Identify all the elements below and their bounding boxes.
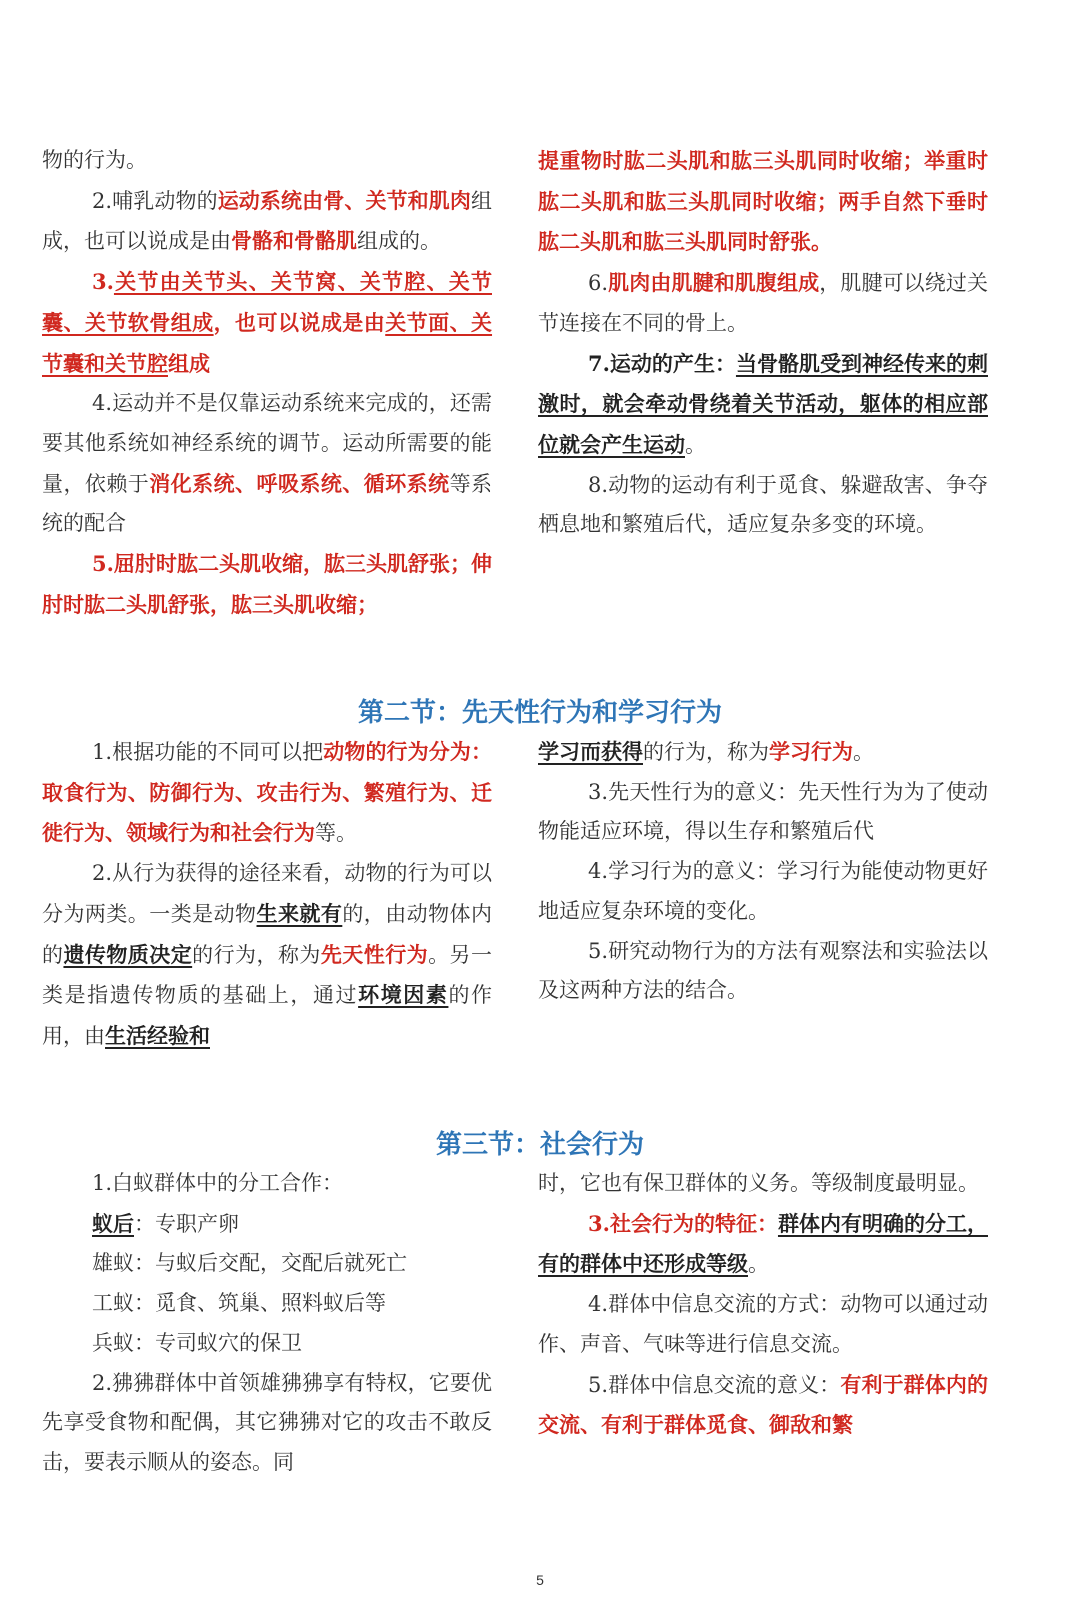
- highlight: 生来就有: [256, 900, 343, 926]
- highlight: 肌肉由肌腱和肌腹组成: [608, 270, 820, 296]
- section3-right-column: [538, 1164, 988, 1446]
- paragraph: 学习而获得的行为，称为学习行为。: [538, 739, 874, 764]
- paragraph: [538, 141, 988, 263]
- paragraph: 1.根据功能的不同可以把动物的行为分为：取食行为、防御行为、攻击行为、繁殖行为、迁徙行为、领域行为和社会行为等。: [42, 739, 492, 846]
- highlight: 有利于群体内的交流、有利于群体觅食、御敌和繁: [538, 1371, 988, 1438]
- highlight: 社会行为的特征：: [609, 1210, 778, 1236]
- page-number: 5: [536, 1572, 544, 1588]
- paragraph: 2.哺乳动物的运动系统由骨、关节和肌肉组成，也可以说成是由骨骼和骨骼肌组成的。: [42, 187, 492, 254]
- paragraph: 5.研究动物行为的方法有观察法和实验法以及这两种方法的结合。: [538, 938, 988, 1003]
- highlight: 关节由关节头、关节窝、关节腔、关节囊、关节软骨组成: [42, 269, 492, 335]
- paragraph: 4.运动并不是仅靠运动系统来完成的，还需要其他系统如神经系统的调节。运动所需要的能量，依赖于消化系统、呼吸系统、循环系统等系统的配合: [42, 391, 493, 536]
- paragraph: 8.动物的运动有利于觅食、躲避敌害、争夺栖息地和繁殖后代，适应复杂多变的环境。: [538, 472, 988, 537]
- section2-right-column: [538, 732, 988, 1011]
- list-item: 工蚁：觅食、筑巢、照料蚁后等: [92, 1291, 386, 1316]
- highlight: 遗传物质决定: [63, 941, 193, 967]
- paragraph: 3.先天性行为的意义：先天性行为为了使动物能适应环境，得以生存和繁殖后代: [538, 779, 988, 844]
- paragraph: 1.白蚁群体中的分工合作：: [92, 1171, 344, 1195]
- paragraph: 6.肌肉由肌腱和肌腹组成，肌腱可以绕过关节连接在不同的骨上。: [538, 270, 989, 335]
- paragraph: 时，它也有保卫群体的义务。等级制度最明显。: [538, 1171, 979, 1195]
- paragraph: 4.群体中信息交流的方式：动物可以通过动作、声音、气味等进行信息交流。: [538, 1292, 988, 1356]
- section1-left-column: [42, 141, 492, 625]
- highlight: 蚁后: [92, 1210, 134, 1236]
- paragraph: 物的行为。: [42, 148, 147, 172]
- section1-right-column: [538, 141, 988, 545]
- paragraph: 2.狒狒群体中首领雄狒狒享有特权，它要优先享受食物和配偶，其它狒狒对它的攻击不敢反击，要表示顺从的姿态。同: [42, 1370, 492, 1474]
- list-item: 兵蚁：专司蚁穴的保卫: [92, 1330, 302, 1355]
- highlight: 5.屈肘时肱二头肌收缩，肱三头肌舒张；伸肘时肱二头肌舒张，肱三头肌收缩；: [42, 551, 492, 617]
- paragraph: 3.关节由关节头、关节窝、关节腔、关节囊、关节软骨组成，也可以说成是由关节面、关节囊和关节腔组成: [42, 269, 493, 376]
- highlight: 学习而获得: [538, 739, 643, 764]
- section-heading: 第三节：社会行为: [435, 1130, 644, 1160]
- highlight: 当骨骼肌受到神经传来的刺激时，就会牵动骨绕着关节活动，躯体的相应部位就会产生运动: [538, 350, 988, 457]
- highlight: 关节面、关节囊和关节腔: [42, 309, 493, 376]
- highlight: 动物的行为分为：取食行为、防御行为、攻击行为、繁殖行为、迁徙行为、领域行为和社会行为: [42, 739, 492, 846]
- highlight: 提重物时肱二头肌和肱三头肌同时收缩；举重时肱二头肌和肱三头肌同时收缩；两手自然下垂时肱二头肌和肱三头肌同时舒张。: [538, 148, 988, 255]
- highlight: 骨骼和骨骼肌: [231, 228, 357, 254]
- section3-left-column: [42, 1164, 492, 1483]
- list-item: 雄蚁：与蚁后交配，交配后就死亡: [92, 1251, 407, 1276]
- paragraph: 3.社会行为的特征：群体内有明确的分工，有的群体中还形成等级。: [538, 1210, 988, 1277]
- highlight: 环境因素: [358, 982, 449, 1008]
- highlight: 运动系统由骨、关节和肌肉: [217, 187, 471, 213]
- list-item: 蚁后：专职产卵: [92, 1210, 239, 1236]
- paragraph: 4.学习行为的意义：学习行为能使动物更好地适应复杂环境的变化。: [538, 859, 988, 923]
- paragraph: 7.运动的产生：当骨骼肌受到神经传来的刺激时，就会牵动骨绕着关节活动，躯体的相应部位就会产生运动。: [538, 350, 988, 457]
- paragraph: 2.从行为获得的途径来看，动物的行为可以分为两类。一类是动物生来就有的，由动物体内的遗传物质决定的行为，称为先天性行为。另一类是指遗传物质的基础上，通过环境因素的作用，由生活经验和: [42, 861, 493, 1048]
- paragraph: [42, 544, 492, 625]
- highlight: 先天性行为: [320, 941, 429, 967]
- highlight: 生活经验和: [105, 1022, 210, 1048]
- highlight: 学习行为: [769, 739, 853, 764]
- highlight: 消化系统、呼吸系统、循环系统: [149, 470, 450, 496]
- section2-left-column: [42, 732, 492, 1057]
- highlight: 群体内有明确的分工，有的群体中还形成等级: [538, 1210, 988, 1277]
- section-heading: 第二节：先天性行为和学习行为: [357, 698, 722, 728]
- paragraph: 5.群体中信息交流的意义：有利于群体内的交流、有利于群体觅食、御敌和繁: [538, 1371, 988, 1438]
